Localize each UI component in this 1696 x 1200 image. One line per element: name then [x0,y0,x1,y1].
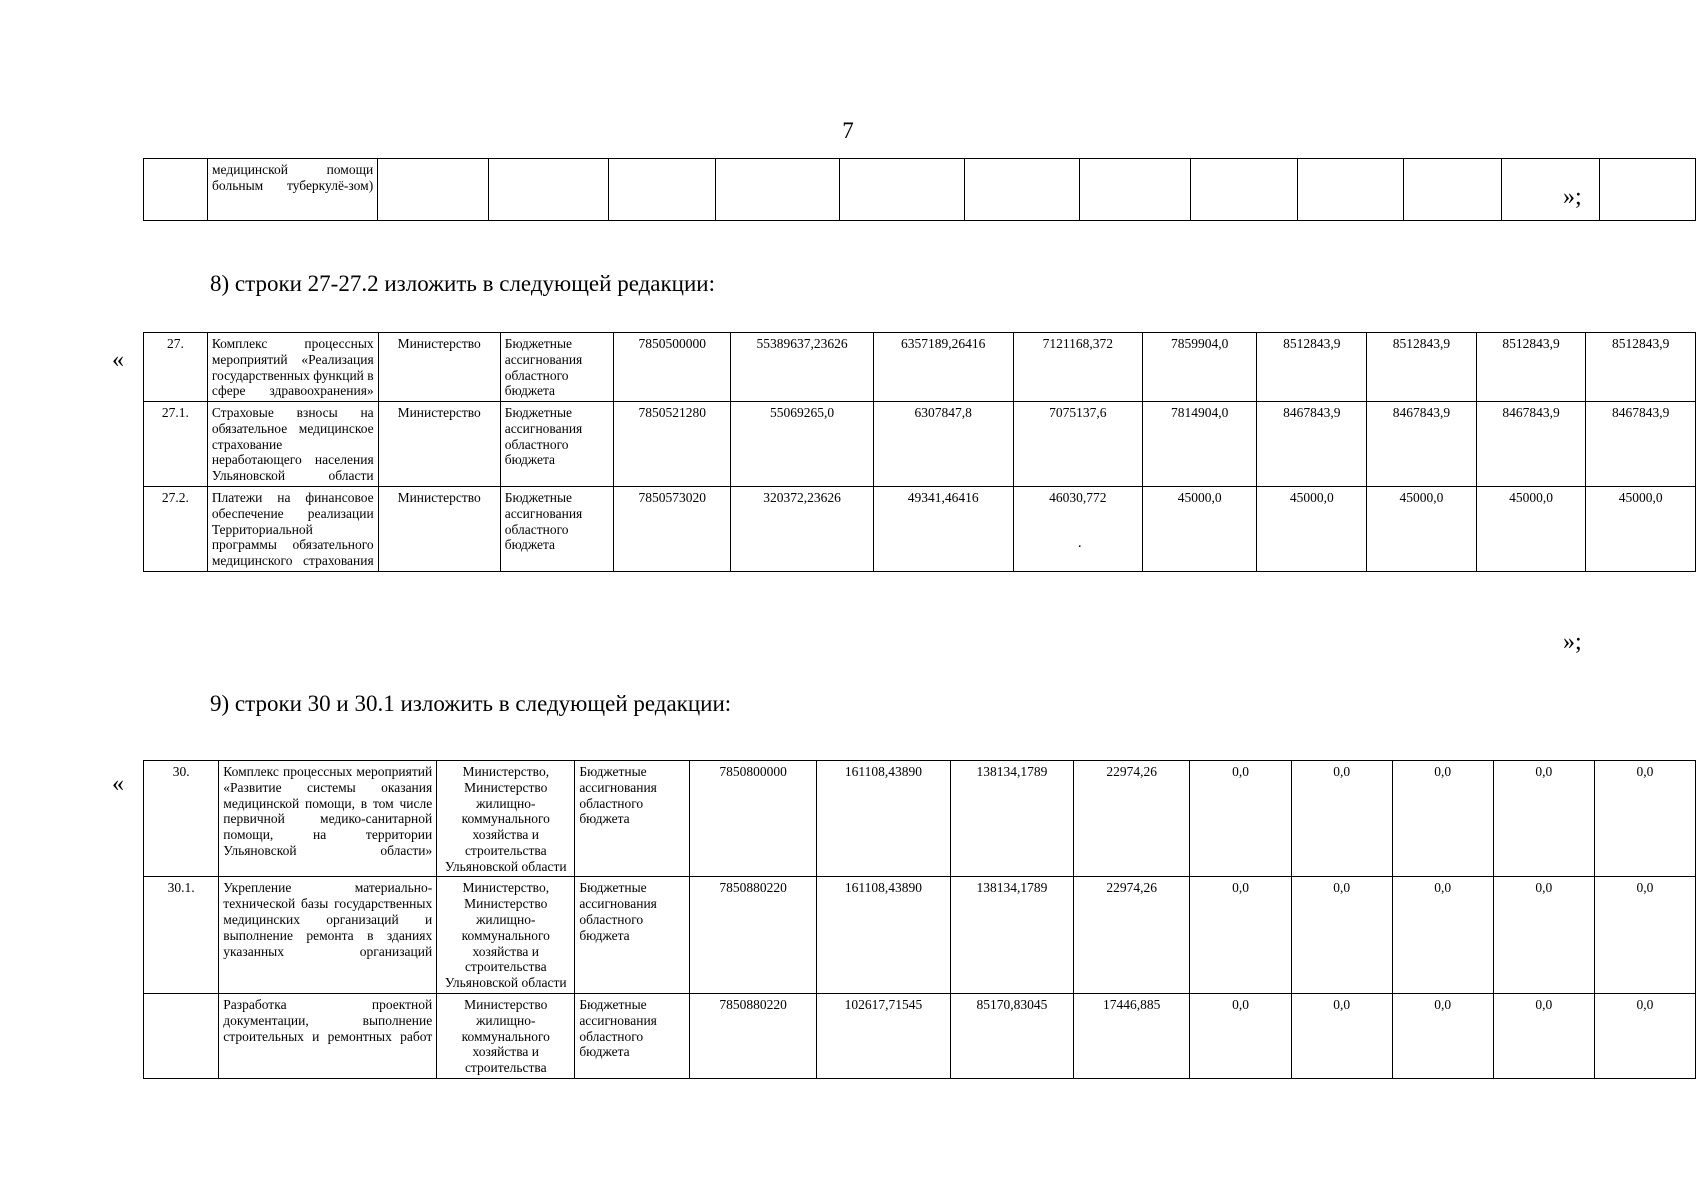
cell-empty [609,159,716,221]
cell-code: 7850500000 [613,333,731,402]
cell-total: 161108,43890 [816,761,950,877]
cell-year-value: 0,0 [1594,761,1695,877]
cell-year-value: 45000,0 [1367,487,1477,572]
cell-year-value: 6357189,26416 [873,333,1013,402]
cell-empty [1502,159,1600,221]
cell-year-value [1013,487,1142,572]
cell-year-value: 45000,0 [1586,487,1696,572]
cell-year-value: 138134,1789 [951,877,1074,993]
cell-code: 7850573020 [613,487,731,572]
table-row [144,487,1696,572]
cell-year-value: 7075137,6 [1013,402,1142,487]
cell-empty [715,159,839,221]
cell-code: 7850800000 [690,761,817,877]
cell-year-value: 0,0 [1291,761,1392,877]
cell-year-value: 0,0 [1190,993,1291,1078]
cell-row-number: 27.2. [144,487,208,572]
cell-year-value: 0,0 [1291,877,1392,993]
cell-code: 7850521280 [613,402,731,487]
cell-year-value: 0,0 [1190,877,1291,993]
cell-total: 102617,71545 [816,993,950,1078]
cell-year-value: 49341,46416 [873,487,1013,572]
cell-year-value: 0,0 [1493,761,1594,877]
cell-total: 55069265,0 [731,402,873,487]
cell-total: 320372,23626 [731,487,873,572]
cell-year-value: 45000,0 [1476,487,1586,572]
table-rows-27 [143,332,1696,572]
cell-empty [378,159,489,221]
cell-year-value: 0,0 [1392,761,1493,877]
cell-year-value: 85170,83045 [951,993,1074,1078]
cell-executor: Министерство [378,487,500,572]
cell-empty [1404,159,1502,221]
cell-year-value: 45000,0 [1257,487,1367,572]
table-row [144,761,1696,877]
table-rows-30 [143,760,1696,1079]
cell-year-value: 8467843,9 [1586,402,1696,487]
cell-activity-name: Укрепление материально-технической базы государственных медицинских организаций и выполнение ремонта в зданиях указанных организаций [219,877,437,993]
cell-year-value: 7121168,372 [1013,333,1142,402]
table-row [144,877,1696,993]
cell-year-value: 22974,26 [1073,761,1190,877]
cell-total: 55389637,23626 [731,333,873,402]
cell-executor: Министерство [378,333,500,402]
cell-year-value: 8467843,9 [1476,402,1586,487]
cell-year-value: 8467843,9 [1367,402,1477,487]
cell-row-number: 30. [144,761,219,877]
cell-funding-source: Бюджетные ассигнования областного бюджета [575,993,690,1078]
cell-activity-name: Платежи на финансовое обеспечение реализации Территориальной программы обязательного медицинского страхования [207,487,378,572]
cell-year-value: 8512843,9 [1367,333,1477,402]
cell-year-value: 8467843,9 [1257,402,1367,487]
cell-year-value: 0,0 [1190,761,1291,877]
cell-year-value: 8512843,9 [1257,333,1367,402]
cell-total: 161108,43890 [816,877,950,993]
cell-activity-name: Страховые взносы на обязательное медицинское страхование неработающего населения Ульяновской области [207,402,378,487]
cell-empty [964,159,1080,221]
cell-empty [1080,159,1191,221]
cell-year-value: 8512843,9 [1476,333,1586,402]
cell-empty [489,159,609,221]
cell-activity-name: Комплекс процессных мероприятий «Реализация государственных функций в сфере здравоохранения» [207,333,378,402]
cell-year-value-text: 46030,772 [1049,490,1107,506]
cell-funding-source: Бюджетные ассигнования областного бюджета [500,402,613,487]
table-fragment-top [143,158,1696,221]
cell-executor: Министерство [378,402,500,487]
cell-year-value: 22974,26 [1073,877,1190,993]
page-number: 7 [842,118,854,143]
table-row [144,402,1696,487]
cell-year-value: 0,0 [1493,877,1594,993]
cell-activity-name: Разработка проектной документации, выполнение строительных и ремонтных работ [219,993,437,1078]
cell-executor: Министерство, Министерство жилищно-коммунального хозяйства и строительства Ульяновской области [437,761,575,877]
table-row [144,159,1696,221]
closing-quote-27: »; [1563,629,1582,655]
cell-year-value: 17446,885 [1073,993,1190,1078]
cell-funding-source: Бюджетные ассигнования областного бюджета [575,761,690,877]
cell-row-number: 27.1. [144,402,208,487]
stray-mark: . [1077,535,1082,552]
cell-measure-name: медицинской помощи больным туберкулё-зом) [208,159,378,221]
cell-year-value: 0,0 [1291,993,1392,1078]
cell-year-value: 45000,0 [1142,487,1257,572]
cell-number [144,159,208,221]
cell-executor: Министерство жилищно-коммунального хозяйства и строительства [437,993,575,1078]
cell-executor: Министерство, Министерство жилищно-коммунального хозяйства и строительства Ульяновской области [437,877,575,993]
cell-row-number [144,993,219,1078]
cell-empty [1191,159,1298,221]
paragraph-item-8: 8) строки 27-27.2 изложить в следующей редакции: [210,271,716,296]
cell-funding-source: Бюджетные ассигнования областного бюджета [500,487,613,572]
cell-year-value: 0,0 [1594,993,1695,1078]
table-row [144,993,1696,1078]
cell-code: 7850880220 [690,877,817,993]
cell-year-value: 7859904,0 [1142,333,1257,402]
opening-quote-27: « [112,347,124,373]
closing-quote-top: »; [1563,184,1582,210]
cell-year-value: 8512843,9 [1586,333,1696,402]
cell-year-value: 0,0 [1493,993,1594,1078]
cell-year-value: 0,0 [1594,877,1695,993]
paragraph-item-9: 9) строки 30 и 30.1 изложить в следующей редакции: [210,691,732,716]
cell-funding-source: Бюджетные ассигнования областного бюджета [575,877,690,993]
cell-row-number: 27. [144,333,208,402]
cell-year-value: 0,0 [1392,877,1493,993]
table-row [144,333,1696,402]
cell-row-number: 30.1. [144,877,219,993]
opening-quote-30: « [112,771,124,797]
cell-year-value: 7814904,0 [1142,402,1257,487]
cell-code: 7850880220 [690,993,817,1078]
cell-empty [1297,159,1404,221]
cell-empty [840,159,964,221]
cell-empty [1599,159,1695,221]
cell-year-value: 0,0 [1392,993,1493,1078]
cell-year-value: 138134,1789 [951,761,1074,877]
cell-year-value: 6307847,8 [873,402,1013,487]
cell-activity-name: Комплекс процессных мероприятий «Развитие системы оказания медицинской помощи, в том числе первичной медико-санитарной помощи, на территории Ульяновской области» [219,761,437,877]
cell-funding-source: Бюджетные ассигнования областного бюджета [500,333,613,402]
